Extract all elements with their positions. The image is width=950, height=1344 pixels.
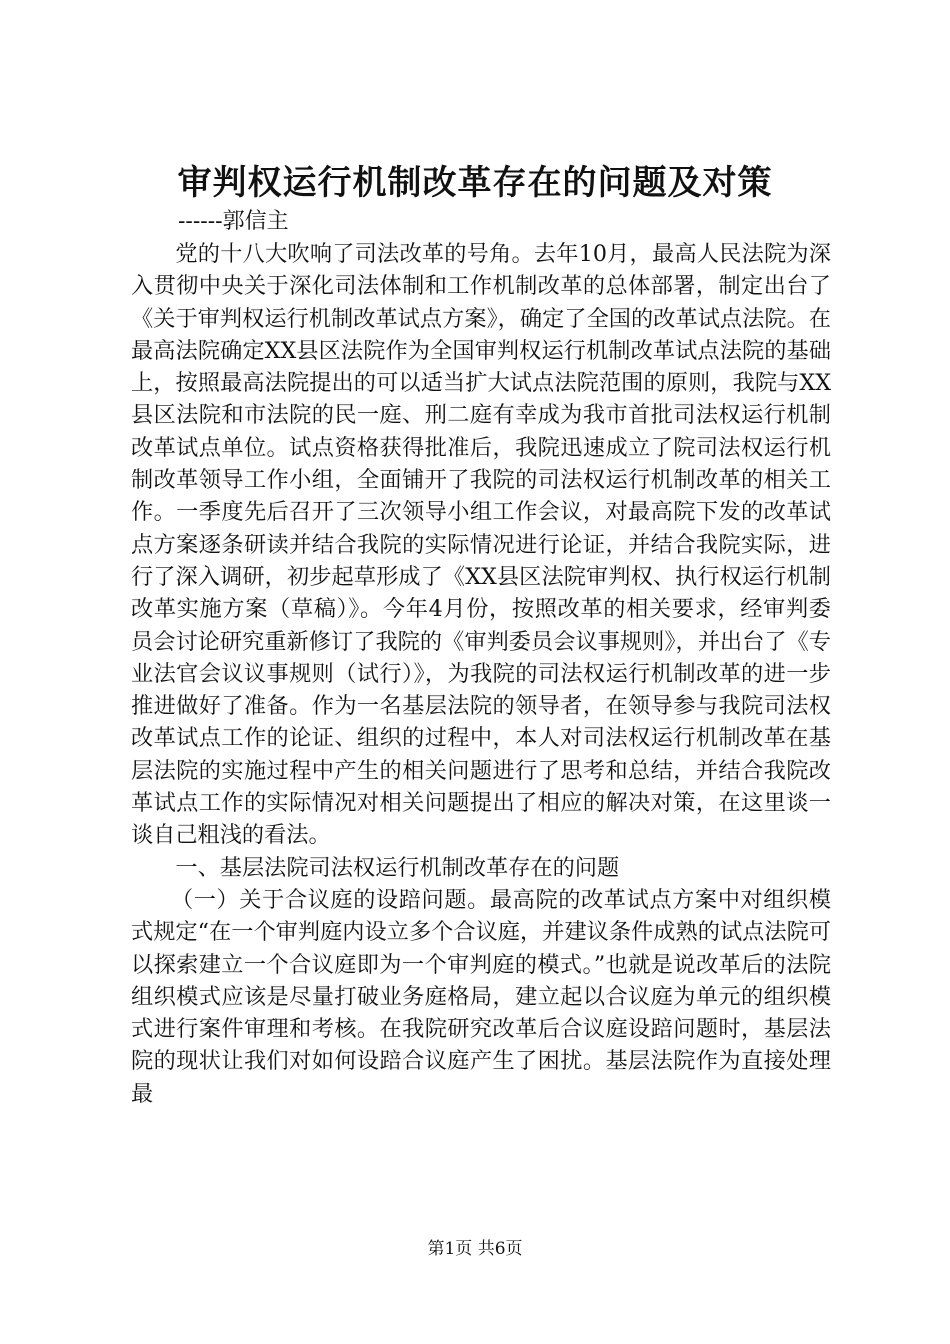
body-paragraph: （一）关于合议庭的设踣问题。最高院的改革试点方案中对组织模式规定“在一个审判庭内设立多个合议庭，并建议条件成熟的试点法院可以探索建立一个合议庭即为一个审判庭的模式。”也就是说改革后的法院组织模式应该是尽量打破业务庭格局，建立起以合议庭为单元的组织模式进行案件审理和考核。在我院研究改革后合议庭设踣问题时，基层法院的现状让我们对如何设踣合议庭产生了困扰。基层法院作为直接处理最 [131,886,831,1107]
section-heading: 一、基层法院司法权运行机制改革存在的问题 [175,854,620,881]
document-body [131,238,831,1110]
document-title: 审判权运行机制改革存在的问题及对策 [177,163,773,203]
body-paragraph: 党的十八大吹响了司法改革的号角。去年10月，最高人民法院为深入贯彻中央关于深化司法体制和工作机制改革的总体部署，制定出台了《关于审判权运行机制改革试点方案》，确定了全国的改革试点法院。在最高法院确定XX县区法院作为全国审判权运行机制改革试点法院的基础上，按照最高法院提出的可以适当扩大试点法院范围的原则，我院与XX县区法院和市法院的民一庭、刑二庭有幸成为我市首批司法权运行机制改革试点单位。试点资格获得批准后，我院迅速成立了院司法权运行机制改革领导工作小组，全面铺开了我院的司法权运行机制改革的相关工作。一季度先后召开了三次领导小组工作会议，对最高院下发的改革试点方案逐条研读并结合我院的实际情况进行论证，并结合我院实际，进行了深入调研，初步起草形成了《XX县区法院审判权、执行权运行机制改革实施方案（草稿）》。今年4月份，按照改革的相关要求，经审判委员会讨论研究重新修订了我院的《审判委员会议事规则》，并出台了《专业法官会议议事规则（试行）》，为我院的司法权运行机制改革的进一步推进做好了准备。作为一名基层法院的领导者，在领导参与我院司法权改革试点工作的论证、组织的过程中，本人对司法权运行机制改革在基层法院的实施过程中产生的相关问题进行了思考和总结，并结合我院改革试点工作的实际情况对相关问题提出了相应的解决对策，在这里谈一谈自己粗浅的看法。 [131,241,831,849]
author-line: ------郭信主 [178,209,289,234]
page-footer: 第1页 共6页 [427,1239,523,1259]
